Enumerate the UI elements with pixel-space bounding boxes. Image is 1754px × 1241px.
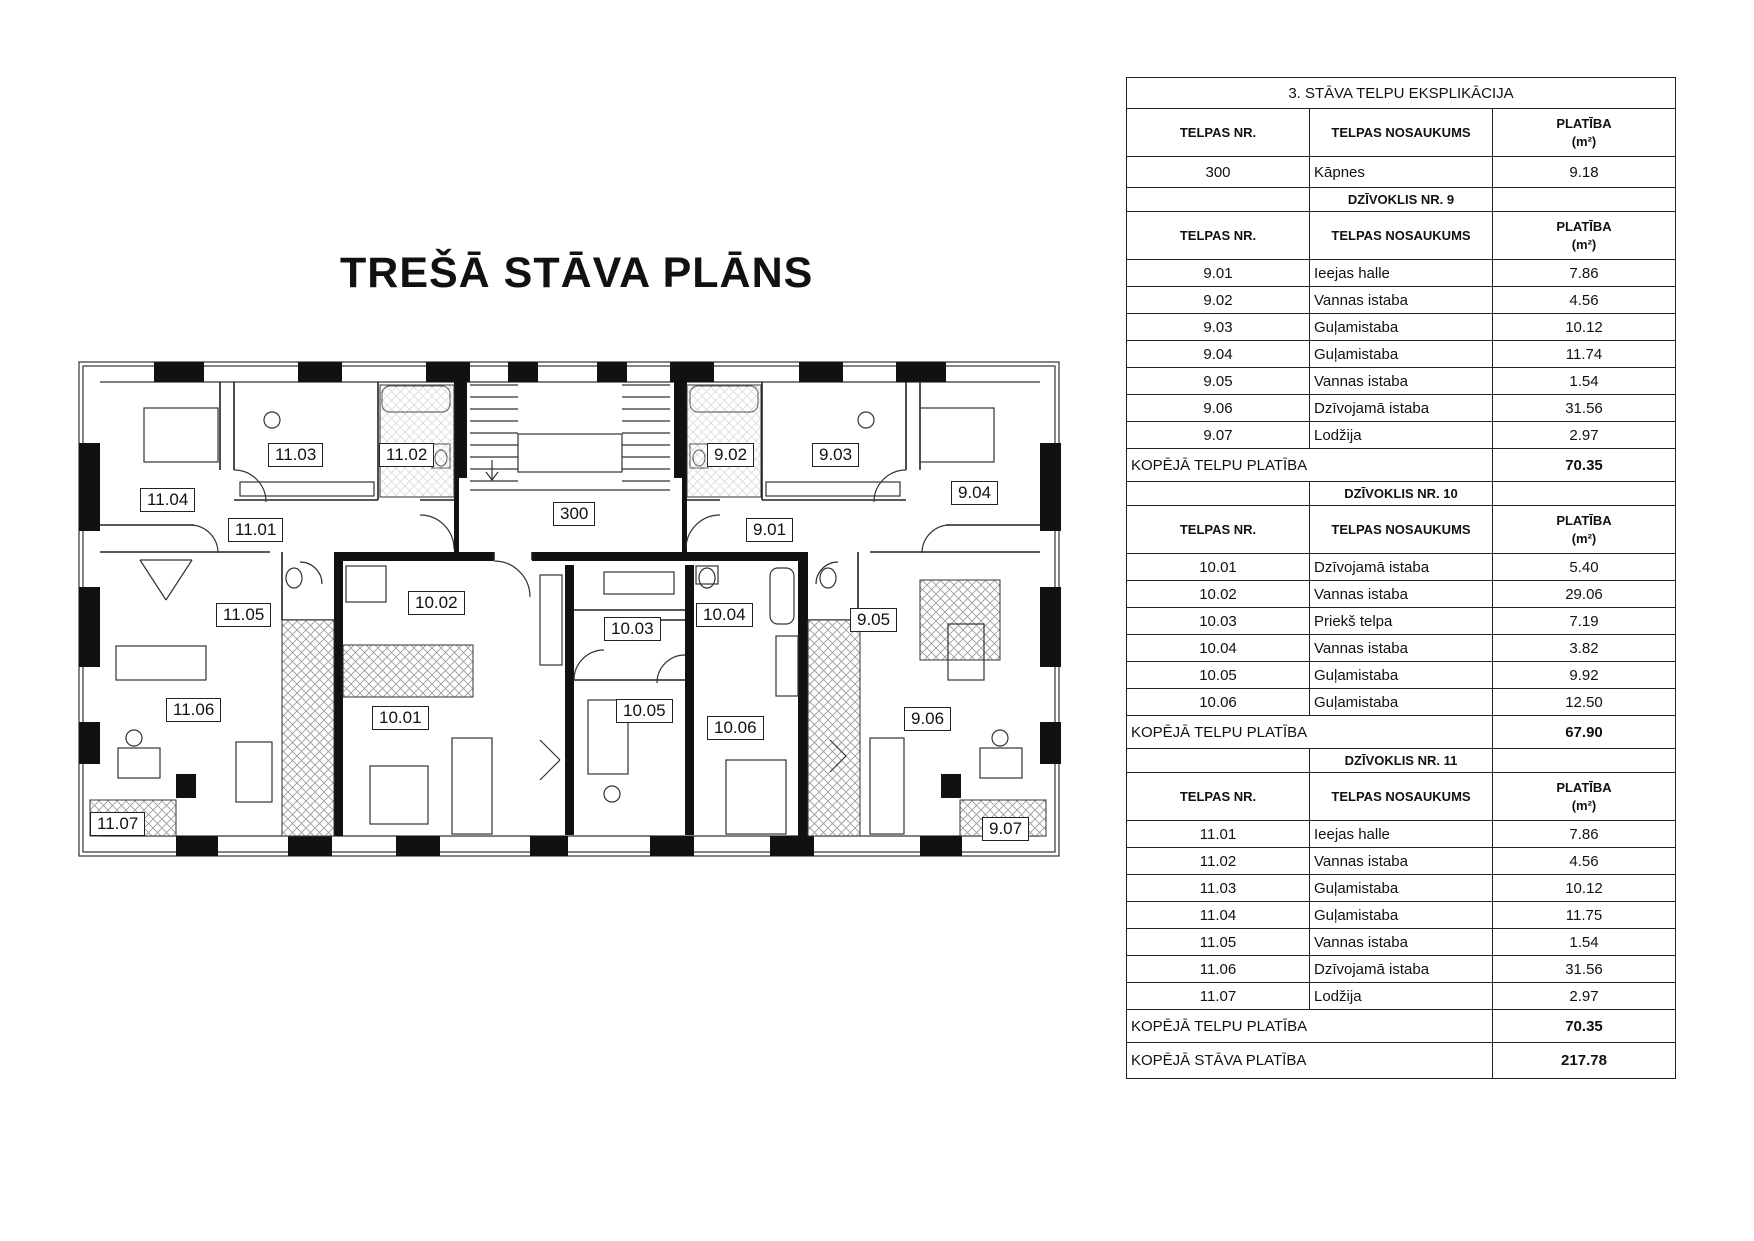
apartment-section-row [1127, 188, 1676, 212]
room-number-cell: 11.01 [1127, 821, 1310, 848]
room-name-cell: Guļamistaba [1310, 902, 1493, 929]
table-row [1127, 635, 1676, 662]
table-row [1127, 260, 1676, 287]
header-area-unit: (m²) [1571, 797, 1597, 813]
table-header-row [1127, 109, 1676, 157]
table-row [1127, 395, 1676, 422]
table-row [1127, 848, 1676, 875]
header-area [1493, 212, 1676, 260]
apartment-title: DZĪVOKLIS NR. 9 [1310, 188, 1493, 212]
room-area-cell: 7.86 [1493, 260, 1676, 287]
room-name-cell: Kāpnes [1310, 157, 1493, 188]
room-area-cell: 11.74 [1493, 341, 1676, 368]
room-number-cell: 9.07 [1127, 422, 1310, 449]
header-room-number: TELPAS NR. [1127, 506, 1310, 554]
room-name-cell: Ieejas halle [1310, 260, 1493, 287]
apartment-section-row [1127, 749, 1676, 773]
header-area-label: PLATĪBA [1556, 512, 1612, 528]
room-number-cell: 11.04 [1127, 902, 1310, 929]
room-label: 9.01 [746, 518, 793, 542]
room-area-cell: 11.75 [1493, 902, 1676, 929]
room-number-cell: 11.07 [1127, 983, 1310, 1010]
room-name-cell: Vannas istaba [1310, 287, 1493, 314]
header-area [1493, 506, 1676, 554]
header-area-unit: (m²) [1571, 236, 1597, 252]
room-number-cell: 9.02 [1127, 287, 1310, 314]
room-name-cell: Lodžija [1310, 422, 1493, 449]
room-number-cell: 11.05 [1127, 929, 1310, 956]
table-row [1127, 608, 1676, 635]
room-number-cell: 9.03 [1127, 314, 1310, 341]
room-number-cell: 10.06 [1127, 689, 1310, 716]
room-number-cell: 9.04 [1127, 341, 1310, 368]
room-label: 11.01 [228, 518, 283, 542]
room-explication-table [1126, 77, 1676, 1079]
table-row [1127, 983, 1676, 1010]
room-label: 11.06 [166, 698, 221, 722]
room-name-cell: Dzīvojamā istaba [1310, 554, 1493, 581]
apartment-title: DZĪVOKLIS NR. 11 [1310, 749, 1493, 773]
apartment-title: DZĪVOKLIS NR. 10 [1310, 482, 1493, 506]
table-row [1127, 581, 1676, 608]
room-label: 300 [553, 502, 595, 526]
table-row [1127, 554, 1676, 581]
empty-cell [1493, 482, 1676, 506]
room-name-cell: Guļamistaba [1310, 314, 1493, 341]
room-area-cell: 5.40 [1493, 554, 1676, 581]
room-label: 10.02 [408, 591, 465, 615]
header-room-name: TELPAS NOSAUKUMS [1310, 506, 1493, 554]
room-area-cell: 31.56 [1493, 956, 1676, 983]
room-number-cell: 9.05 [1127, 368, 1310, 395]
room-label: 9.02 [707, 443, 754, 467]
room-number-cell: 11.06 [1127, 956, 1310, 983]
room-name-cell: Ieejas halle [1310, 821, 1493, 848]
table-row [1127, 956, 1676, 983]
total-value: 70.35 [1493, 449, 1676, 482]
room-area-cell: 2.97 [1493, 422, 1676, 449]
room-name-cell: Vannas istaba [1310, 635, 1493, 662]
total-label: KOPĒJĀ TELPU PLATĪBA [1127, 449, 1493, 482]
room-name-cell: Dzīvojamā istaba [1310, 956, 1493, 983]
room-name-cell: Vannas istaba [1310, 581, 1493, 608]
header-room-number: TELPAS NR. [1127, 773, 1310, 821]
table-row [1127, 821, 1676, 848]
table-header-row [1127, 506, 1676, 554]
room-label: 9.06 [904, 707, 951, 731]
room-label: 9.05 [850, 608, 897, 632]
header-room-name: TELPAS NOSAUKUMS [1310, 773, 1493, 821]
room-label: 9.04 [951, 481, 998, 505]
table-header-row [1127, 773, 1676, 821]
room-area-cell: 1.54 [1493, 368, 1676, 395]
total-value: 217.78 [1493, 1043, 1676, 1079]
table-row [1127, 902, 1676, 929]
header-area-unit: (m²) [1571, 530, 1597, 546]
total-row [1127, 1043, 1676, 1079]
plan-title: TREŠĀ STĀVA PLĀNS [340, 249, 814, 297]
room-name-cell: Priekš telpa [1310, 608, 1493, 635]
table-title: 3. STĀVA TELPU EKSPLIKĀCIJA [1127, 78, 1676, 109]
room-name-cell: Dzīvojamā istaba [1310, 395, 1493, 422]
room-number-cell: 9.01 [1127, 260, 1310, 287]
table-row [1127, 422, 1676, 449]
room-number-cell: 10.03 [1127, 608, 1310, 635]
floor-plan-drawing [0, 0, 1110, 870]
table-row [1127, 875, 1676, 902]
total-value: 67.90 [1493, 716, 1676, 749]
room-area-cell: 31.56 [1493, 395, 1676, 422]
table-header-row [1127, 212, 1676, 260]
room-area-cell: 12.50 [1493, 689, 1676, 716]
room-area-cell: 2.97 [1493, 983, 1676, 1010]
table-row [1127, 287, 1676, 314]
empty-cell [1127, 749, 1310, 773]
header-room-number: TELPAS NR. [1127, 109, 1310, 157]
room-label: 11.03 [268, 443, 323, 467]
room-area-cell: 9.92 [1493, 662, 1676, 689]
room-area-cell: 4.56 [1493, 287, 1676, 314]
room-number-cell: 10.04 [1127, 635, 1310, 662]
room-label: 11.04 [140, 488, 195, 512]
empty-cell [1493, 749, 1676, 773]
room-name-cell: Lodžija [1310, 983, 1493, 1010]
total-value: 70.35 [1493, 1010, 1676, 1043]
room-area-cell: 7.86 [1493, 821, 1676, 848]
room-number-cell: 10.02 [1127, 581, 1310, 608]
room-label: 10.01 [372, 706, 429, 730]
header-area-label: PLATĪBA [1556, 218, 1612, 234]
room-area-cell: 10.12 [1493, 314, 1676, 341]
apartment-section-row [1127, 482, 1676, 506]
room-number-cell: 10.01 [1127, 554, 1310, 581]
header-room-name: TELPAS NOSAUKUMS [1310, 212, 1493, 260]
header-area [1493, 109, 1676, 157]
room-label: 11.07 [90, 812, 145, 836]
header-area-label: PLATĪBA [1556, 779, 1612, 795]
table-row [1127, 689, 1676, 716]
room-number-cell: 11.03 [1127, 875, 1310, 902]
room-area-cell: 1.54 [1493, 929, 1676, 956]
room-label: 10.04 [696, 603, 753, 627]
empty-cell [1493, 188, 1676, 212]
room-label: 11.02 [379, 443, 434, 467]
staircase [470, 385, 670, 490]
room-name-cell: Vannas istaba [1310, 929, 1493, 956]
room-label: 9.03 [812, 443, 859, 467]
table-row [1127, 368, 1676, 395]
total-row [1127, 716, 1676, 749]
empty-cell [1127, 188, 1310, 212]
table-row [1127, 662, 1676, 689]
header-area-unit: (m²) [1571, 133, 1597, 149]
table-row [1127, 314, 1676, 341]
room-area-cell: 10.12 [1493, 875, 1676, 902]
table-row [1127, 929, 1676, 956]
header-area [1493, 773, 1676, 821]
room-label: 11.05 [216, 603, 271, 627]
room-number-cell: 10.05 [1127, 662, 1310, 689]
total-label: KOPĒJĀ TELPU PLATĪBA [1127, 716, 1493, 749]
room-area-cell: 4.56 [1493, 848, 1676, 875]
room-name-cell: Guļamistaba [1310, 689, 1493, 716]
room-area-cell: 9.18 [1493, 157, 1676, 188]
room-name-cell: Vannas istaba [1310, 368, 1493, 395]
room-label: 10.06 [707, 716, 764, 740]
total-label: KOPĒJĀ TELPU PLATĪBA [1127, 1010, 1493, 1043]
empty-cell [1127, 482, 1310, 506]
room-number-cell: 300 [1127, 157, 1310, 188]
header-room-name: TELPAS NOSAUKUMS [1310, 109, 1493, 157]
room-area-cell: 3.82 [1493, 635, 1676, 662]
room-area-cell: 7.19 [1493, 608, 1676, 635]
total-label: KOPĒJĀ STĀVA PLATĪBA [1127, 1043, 1493, 1079]
total-row [1127, 449, 1676, 482]
room-name-cell: Guļamistaba [1310, 662, 1493, 689]
total-row [1127, 1010, 1676, 1043]
room-area-cell: 29.06 [1493, 581, 1676, 608]
table-row [1127, 157, 1676, 188]
room-label: 10.03 [604, 617, 661, 641]
room-number-cell: 9.06 [1127, 395, 1310, 422]
header-room-number: TELPAS NR. [1127, 212, 1310, 260]
room-label: 10.05 [616, 699, 673, 723]
room-number-cell: 11.02 [1127, 848, 1310, 875]
room-name-cell: Guļamistaba [1310, 341, 1493, 368]
room-name-cell: Guļamistaba [1310, 875, 1493, 902]
header-area-label: PLATĪBA [1556, 115, 1612, 131]
room-name-cell: Vannas istaba [1310, 848, 1493, 875]
table-row [1127, 341, 1676, 368]
room-label: 9.07 [982, 817, 1029, 841]
